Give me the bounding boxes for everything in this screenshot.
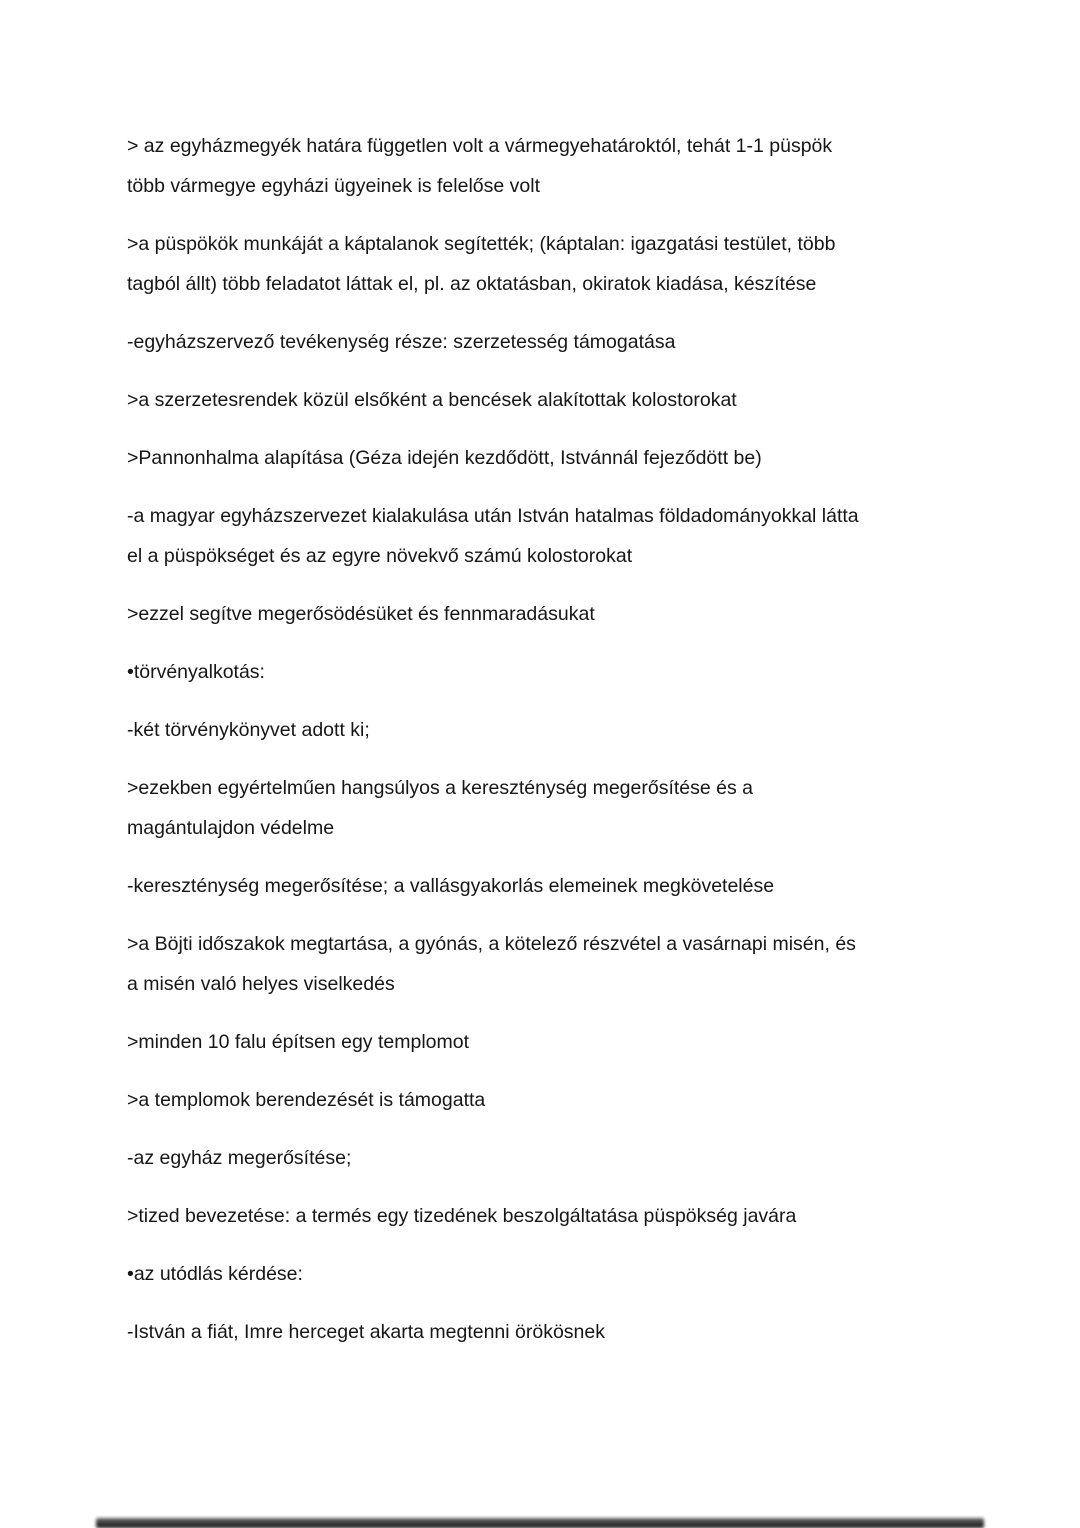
paragraph bbox=[127, 1080, 1080, 1120]
paragraph bbox=[127, 126, 1080, 206]
text-line: >minden 10 falu építsen egy templomot bbox=[127, 1031, 470, 1053]
paragraph bbox=[127, 322, 1080, 362]
text-line: >ezekben egyértelműen hangsúlyos a kereszténység megerősítése és a bbox=[127, 777, 753, 799]
paragraph bbox=[127, 1138, 1080, 1178]
paragraph bbox=[127, 652, 1080, 692]
paragraph bbox=[127, 380, 1080, 420]
text-line: -egyházszervező tevékenység része: szerzetesség támogatása bbox=[127, 331, 676, 353]
text-line: több vármegye egyházi ügyeinek is felelőse volt bbox=[127, 175, 540, 197]
next-line-cutoff bbox=[96, 1518, 984, 1528]
text-line: -két törvénykönyvet adott ki; bbox=[127, 719, 370, 741]
text-line: a misén való helyes viselkedés bbox=[127, 973, 395, 995]
text-line: >Pannonhalma alapítása (Géza idején kezdődött, Istvánnál fejeződött be) bbox=[127, 447, 762, 469]
paragraph bbox=[127, 1196, 1080, 1236]
text-line: >tized bevezetése: a termés egy tizedének beszolgáltatása püspökség javára bbox=[127, 1205, 797, 1227]
text-line: >a szerzetesrendek közül elsőként a bencések alakítottak kolostorokat bbox=[127, 389, 737, 411]
text-line: >ezzel segítve megerősödésüket és fennmaradásukat bbox=[127, 603, 595, 625]
text-line: -az egyház megerősítése; bbox=[127, 1147, 352, 1169]
paragraph bbox=[127, 924, 1080, 1004]
text-line: -a magyar egyházszervezet kialakulása után István hatalmas földadományokkal látta bbox=[127, 505, 859, 527]
document-text bbox=[127, 126, 1080, 1370]
text-line: > az egyházmegyék határa független volt a vármegyehatároktól, tehát 1-1 püspök bbox=[127, 135, 833, 157]
text-line: el a püspökséget és az egyre növekvő számú kolostorokat bbox=[127, 545, 633, 567]
text-line: >a templomok berendezését is támogatta bbox=[127, 1089, 486, 1111]
paragraph bbox=[127, 224, 1080, 304]
paragraph bbox=[127, 1254, 1080, 1294]
paragraph bbox=[127, 768, 1080, 848]
text-line: •törvényalkotás: bbox=[127, 661, 265, 683]
text-line: >a Böjti időszakok megtartása, a gyónás, a kötelező részvétel a vasárnapi misén, és bbox=[127, 933, 856, 955]
paragraph bbox=[127, 496, 1080, 576]
paragraph bbox=[127, 1312, 1080, 1352]
text-line: >a püspökök munkáját a káptalanok segítették; (káptalan: igazgatási testület, több bbox=[127, 233, 836, 255]
paragraph bbox=[127, 1022, 1080, 1062]
paragraph bbox=[127, 594, 1080, 634]
text-line: tagból állt) több feladatot láttak el, pl. az oktatásban, okiratok kiadása, készítése bbox=[127, 273, 817, 295]
paragraph bbox=[127, 710, 1080, 750]
paragraph bbox=[127, 438, 1080, 478]
paragraph bbox=[127, 866, 1080, 906]
text-line: -István a fiát, Imre herceget akarta megtenni örökösnek bbox=[127, 1321, 605, 1343]
text-line: •az utódlás kérdése: bbox=[127, 1263, 303, 1285]
text-line: -kereszténység megerősítése; a vallásgyakorlás elemeinek megkövetelése bbox=[127, 875, 775, 897]
text-line: magántulajdon védelme bbox=[127, 817, 335, 839]
